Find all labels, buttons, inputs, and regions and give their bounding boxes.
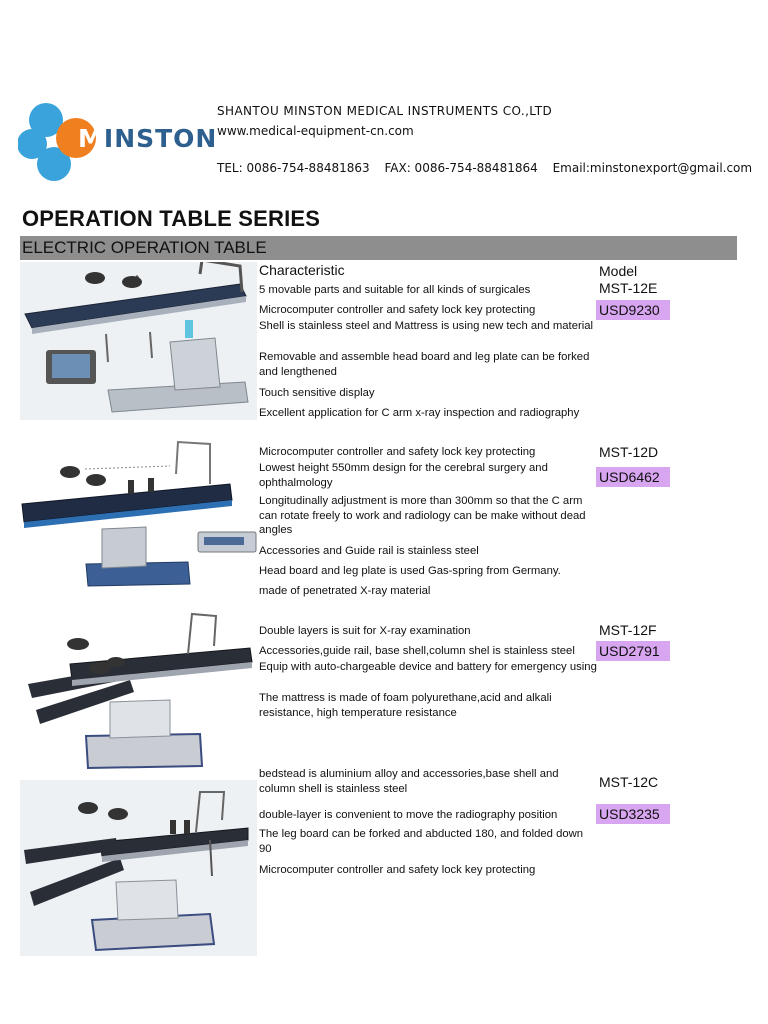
logo-wordmark: MINSTON [78,124,218,153]
product-photo [20,604,257,770]
feature-item: Microcomputer controller and safety lock key protecting [259,446,536,458]
price-badge: USD9230 [596,300,670,320]
feature-item: Equip with auto-chargeable device and battery for emergency using [259,661,597,673]
feature-item: double-layer is convenient to move the radiography position [259,809,558,821]
model-number: MST-12E [599,280,658,296]
page-title: OPERATION TABLE SERIES [22,206,321,231]
price-badge: USD6462 [596,467,670,487]
model-number: MST-12D [599,444,659,460]
section-header [20,236,737,260]
feature-item: Microcomputer controller and safety lock key protecting [259,864,536,876]
email-address[interactable]: Email:minstonexport@gmail.com [552,161,753,175]
company-logo [18,100,218,184]
model-heading: Model [599,263,638,279]
feature-item: 5 movable parts and suitable for all kinds of surgicales [259,284,531,296]
model-number: MST-12C [599,774,659,790]
feature-item: Excellent application for C arm x-ray inspection and radiography [259,407,580,419]
feature-item: Accessories,guide rail, base shell,column shel is stainless steel [259,645,575,657]
feature-item: The mattress is made of foam polyurethane,acid and alkali resistance, high temperature resistance [259,692,552,719]
feature-item: Shell is stainless steel and Mattress is using new tech and material [259,320,594,332]
feature-item: Head board and leg plate is used Gas-spring from Germany. [259,565,561,577]
feature-item: Microcomputer controller and safety lock key protecting [259,304,536,316]
product-photo [20,780,257,956]
website-link[interactable]: www.medical-equipment-cn.com [217,124,414,138]
feature-item: Removable and assemble head board and leg plate can be forked and lengthened [259,351,590,378]
price-badge: USD3235 [596,804,670,824]
product-photo [20,434,257,592]
contact-line [217,161,763,175]
price-badge: USD2791 [596,641,670,661]
feature-item: made of penetrated X-ray material [259,585,431,597]
feature-item: The leg board can be forked and abducted 180, and folded down 90 [259,828,584,855]
characteristic-heading: Characteristic [259,262,345,278]
feature-item: Accessories and Guide rail is stainless steel [259,545,479,557]
fax-number: FAX: 0086-754-88481864 [384,161,538,175]
feature-item: Double layers is suit for X-ray examination [259,625,471,637]
feature-item: Lowest height 550mm design for the cerebral surgery and ophthalmology [259,462,548,489]
phone-number: TEL: 0086-754-88481863 [217,161,370,175]
feature-item: Longitudinally adjustment is more than 300mm so that the C arm can rotate freely to work and radiology can be make without dead angles [259,495,586,536]
company-name: SHANTOU MINSTON MEDICAL INSTRUMENTS CO.,LTD [217,104,553,118]
model-number: MST-12F [599,622,657,638]
section-title: ELECTRIC OPERATION TABLE [22,238,267,257]
feature-item: bedstead is aluminium alloy and accessories,base shell and column shell is stainless steel [259,768,559,795]
feature-item: Touch sensitive display [259,387,375,399]
product-photo [20,262,257,420]
